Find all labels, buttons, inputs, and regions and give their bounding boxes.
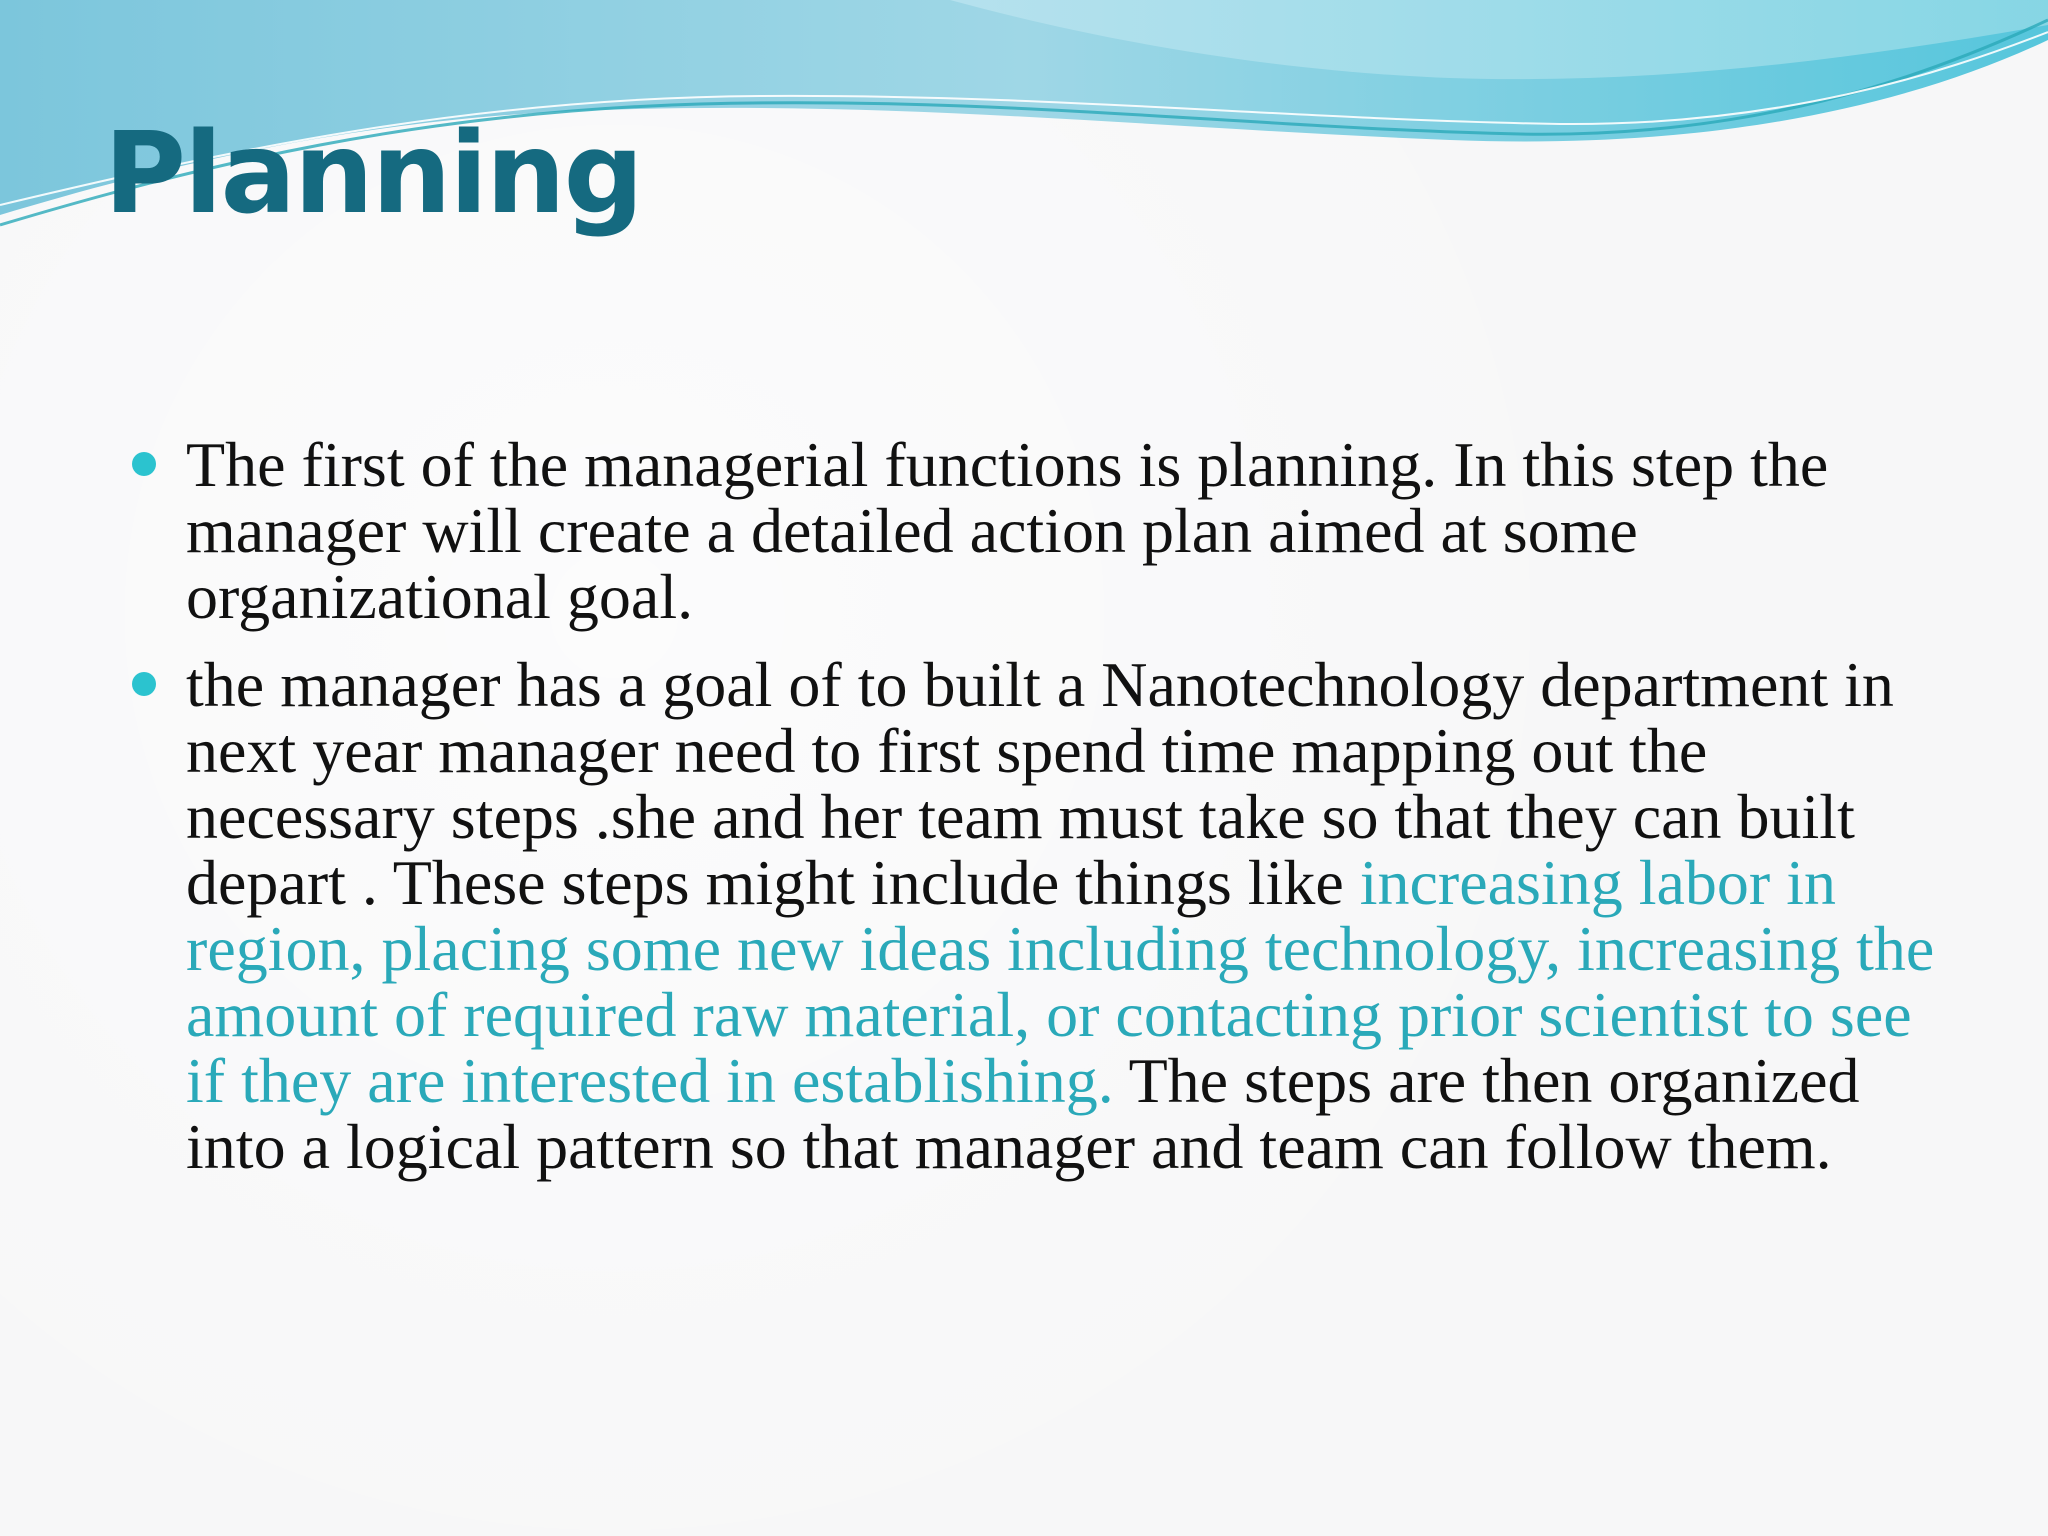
bullet-highlight-text: increasing labor in region, placing some new ideas including technology, increasing the amount of required raw material, or contacting prior scientist to see if they are interested in establishing. xyxy=(186,847,1935,1116)
bullet-item xyxy=(132,429,1952,632)
slide-title: Planning xyxy=(104,109,642,239)
bullet-list xyxy=(132,429,1952,1202)
bullet-text: The first of the managerial functions is planning. In this step the manager will create a detailed action plan aimed at some organizational goal. xyxy=(186,429,1829,632)
bullet-text-end: The steps are then organized into a logical pattern so that manager and team can follow them. xyxy=(186,1045,1860,1182)
bullet-text-start: the manager has a goal of to built a Nanotechnology department in next year manager need to first spend time mapping out the necessary steps .she and her team must take so that they can built depart . These steps might include things like xyxy=(186,649,1894,918)
bullet-item xyxy=(132,649,1952,1182)
bullet-dot-icon xyxy=(132,452,156,476)
bullet-dot-icon xyxy=(132,672,156,696)
